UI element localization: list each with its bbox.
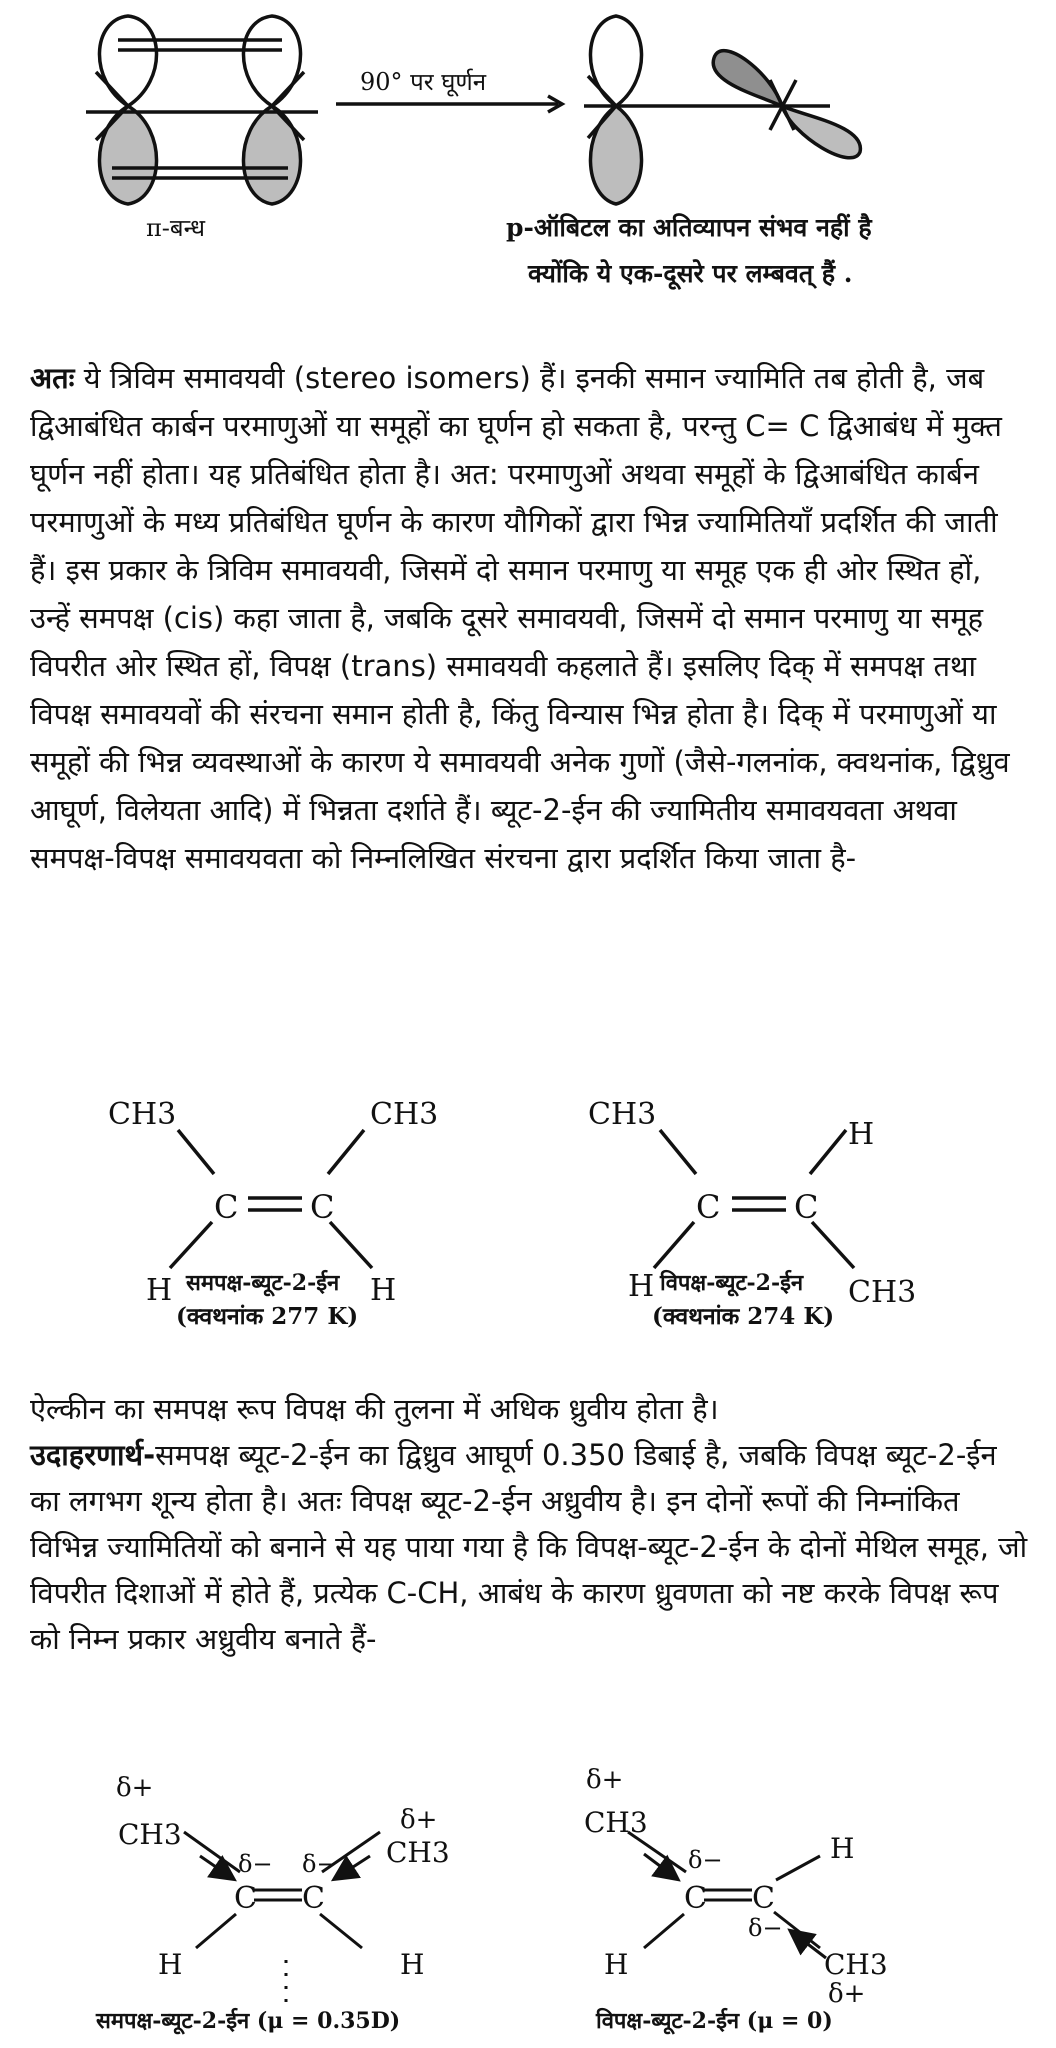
trans-delta-plus-top: δ+: [586, 1765, 624, 1795]
trans-carbon-1: C: [696, 1188, 721, 1226]
cis-dipole-ch3-left: CH3: [118, 1818, 182, 1851]
cis-butene-bp: (क्वथनांक 277 K): [176, 1303, 359, 1330]
cis-delta-plus-left: δ+: [116, 1773, 154, 1803]
cis-carbon-2: C: [310, 1188, 335, 1226]
cis-butene-name: समपक्ष-ब्यूट-2-ईन: [186, 1270, 340, 1296]
trans-dipole-carbon-1: C: [684, 1881, 707, 1916]
cis-ch3-left: CH3: [108, 1097, 177, 1132]
trans-dipole-ch3-bottom: CH3: [824, 1948, 888, 1981]
trans-delta-minus-2: δ−: [748, 1914, 783, 1942]
cis-dipole-ch3-right: CH3: [386, 1836, 450, 1869]
paragraph-polarity: [30, 1386, 1030, 1662]
cis-dipole-carbon-2: C: [302, 1881, 325, 1916]
trans-delta-minus-1: δ−: [688, 1846, 723, 1874]
trans-delta-plus-bottom: δ+: [828, 1979, 866, 2009]
trans-carbon-2: C: [794, 1188, 819, 1226]
trans-h-left: H: [628, 1269, 655, 1304]
trans-dipole-carbon-2: C: [752, 1881, 775, 1916]
trans-dipole-ch3-top: CH3: [584, 1806, 648, 1839]
paragraph-polarity-first-line: ऐल्कीन का समपक्ष रूप विपक्ष की तुलना में अधिक ध्रुवीय होता है।: [30, 1392, 719, 1426]
cis-delta-minus-2: δ−: [302, 1850, 337, 1878]
paragraph-polarity-body: समपक्ष ब्यूट-2-ईन का द्विध्रुव आघूर्ण 0.350 डिबाई है, जबकि विपक्ष ब्यूट-2-ईन का लगभग शून्य होता है। अतः विपक्ष ब्यूट-2-ईन अध्रुवीय है। इन दोनों रूपों की निम्नांकित विभिन्न ज्यामितियों को बनाने से यह पाया गया है कि विपक्ष-ब्यूट-2-ईन के दोनों मेथिल समूह, जो विपरीत दिशाओं में होते हैं, प्रत्येक C-CH, आबंध के कारण ध्रुवणता को नष्ट करके विपक्ष रूप को निम्न प्रकार अध्रुवीय बनाते हैं-: [30, 1438, 1028, 1656]
trans-h-top: H: [848, 1117, 875, 1152]
orbital-caption-line2: क्योंकि ये एक-दूसरे पर लम्बवत् हैं .: [528, 259, 853, 288]
cis-h-right: H: [370, 1273, 397, 1308]
cis-dipole-h-left: H: [158, 1948, 183, 1981]
trans-dipole-caption: विपक्ष-ब्यूट-2-ईन (μ = 0): [596, 2008, 833, 2034]
example-lead: उदाहरणार्थ-: [30, 1438, 156, 1472]
orbital-caption-line1: p-ऑबिटल का अतिव्यापन संभव नहीं है: [506, 213, 872, 242]
pi-bond-label: π-बन्ध: [146, 214, 205, 242]
paragraph-lead: अतः: [30, 361, 75, 395]
cis-trans-butene-figure: [0, 1090, 1056, 1350]
rotation-arrow-label: 90° पर घूर्णन: [360, 68, 487, 96]
cis-h-left: H: [146, 1273, 173, 1308]
cis-delta-plus-right: δ+: [400, 1805, 438, 1835]
cis-carbon-1: C: [214, 1188, 239, 1226]
cis-ch3-right: CH3: [370, 1097, 439, 1132]
trans-butene-name: विपक्ष-ब्यूट-2-ईन: [660, 1270, 804, 1296]
paragraph-body: ये त्रिविम समावयवी (stereo isomers) हैं। इनकी समान ज्यामिति तब होती है, जब द्विआबंधित कार्बन परमाणुओं या समूहों का घूर्णन हो सकता है, परन्तु C= C द्विआबंध में मुक्त घूर्णन नहीं होता। यह प्रतिबंधित होता है। अत: परमाणुओं अथवा समूहों के द्विआबंधित कार्बन परमाणुओं के मध्य प्रतिबंधित घूर्णन के कारण यौगिकों द्वारा भिन्न ज्यामितियाँ प्रदर्शित की जाती हैं। इस प्रकार के त्रिविम समावयवी, जिसमें दो समान परमाणु या समूह एक ही ओर स्थित हों, उन्हें समपक्ष (cis) कहा जाता है, जबकि दूसरे समावयवी, जिसमें दो समान परमाणु या समूह विपरीत ओर स्थित हों, विपक्ष (trans) समावयवी कहलाते हैं। इसलिए दिक् में समपक्ष तथा विपक्ष समावयवों की संरचना समान होती है, किंतु विन्यास भिन्न होता है। दिक् में परमाणुओं या समूहों की भिन्न व्यवस्थाओं के कारण ये समावयवी अनेक गुणों (जैसे-गलनांक, क्वथनांक, द्विध्रुव आघूर्ण, विलेयता आदि) में भिन्नता दर्शाते हैं। ब्यूट-2-ईन की ज्यामितीय समावयवता अथवा समपक्ष-विपक्ष समावयवता को निम्नलिखित संरचना द्वारा प्रदर्शित किया जाता है-: [30, 361, 1010, 875]
dipole-moment-figure: [0, 1752, 1056, 2048]
cis-dipole-h-right: H: [400, 1948, 425, 1981]
cis-dipole-carbon-1: C: [234, 1881, 257, 1916]
pi-bond-rotation-figure: [0, 0, 1056, 320]
trans-dipole-h-left: H: [604, 1948, 629, 1981]
trans-butene-bp: (क्वथनांक 274 K): [652, 1303, 835, 1330]
trans-ch3-bottom: CH3: [848, 1275, 917, 1310]
cis-delta-minus-1: δ−: [238, 1850, 273, 1878]
trans-dipole-h-top: H: [830, 1832, 855, 1865]
paragraph-stereo-isomers: [30, 354, 1030, 882]
cis-dipole-caption: समपक्ष-ब्यूट-2-ईन (μ = 0.35D): [96, 2008, 401, 2034]
trans-ch3-top: CH3: [588, 1097, 657, 1132]
